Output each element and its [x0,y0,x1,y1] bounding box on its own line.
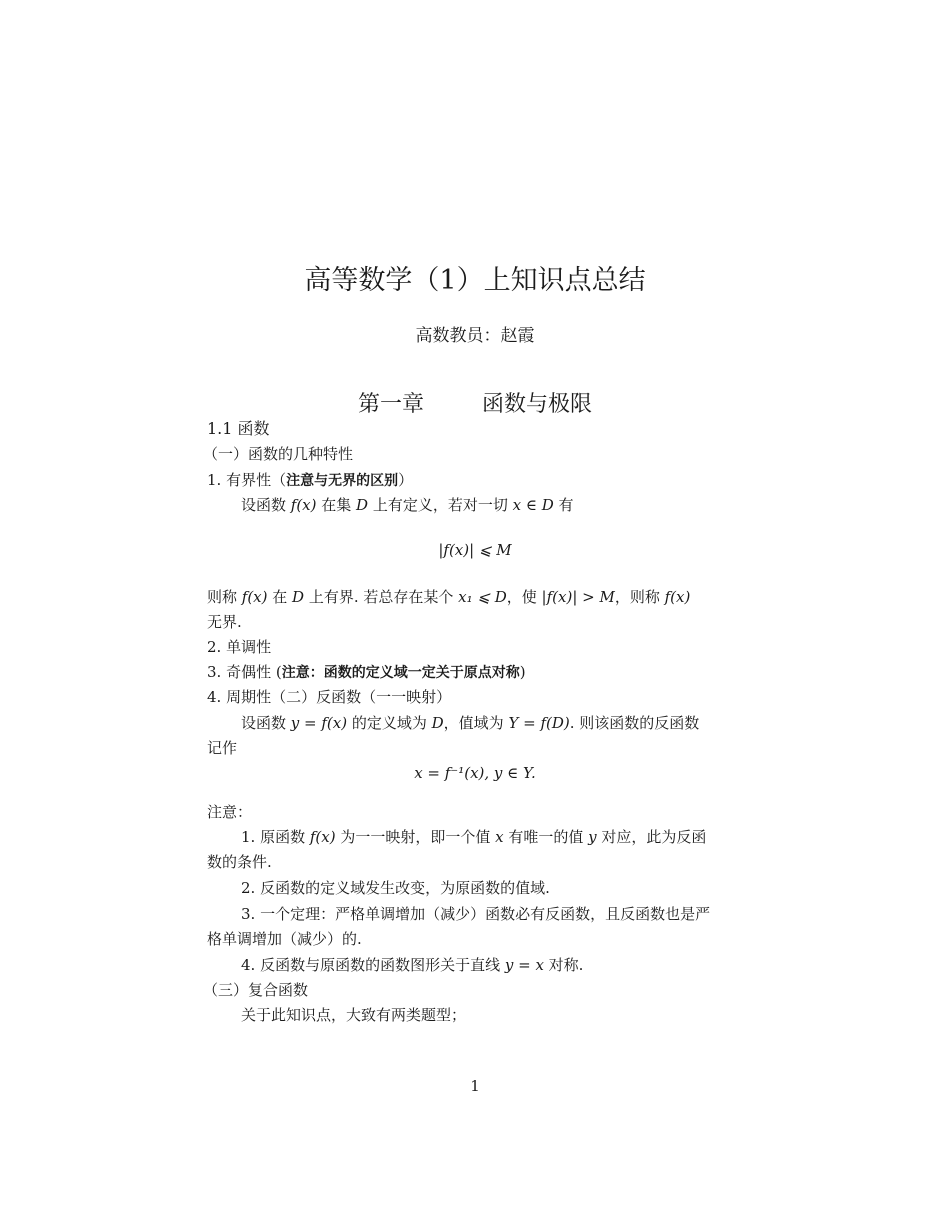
item-parity: 3. 奇偶性 (注意：函数的定义域一定关于原点对称) [207,663,526,681]
note-2: 2. 反函数的定义域发生改变，为原函数的值域. [241,879,550,897]
chapter-number: 第一章 [357,392,424,417]
chapter-heading [0,387,950,418]
item-boundedness: 1. 有界性（注意与无界的区别） [207,471,414,489]
note-1-cont: 数的条件. [207,853,272,871]
section-heading: 1.1 函数 [207,419,270,438]
bold-note: 注意与无界的区别 [286,473,399,489]
document-title: 高等数学（1）上知识点总结 [304,265,646,296]
bold-note: 注意：函数的定义域一定关于原点对称 [281,665,520,681]
subsection-1: （一）函数的几种特性 [203,445,354,463]
subsection-3: （三）复合函数 [203,981,309,999]
equation-inverse: x = f⁻¹(x), y ∈ Y. [414,764,536,782]
inverse-definition: 设函数 y = f(x) 的定义域为 D，值域为 Y = f(D). 则该函数的反函数 [241,714,700,732]
unbounded-text: 则称 f(x) 在 D 上有界. 若总存在某个 x₁ ⩽ D，使 |f(x)| > M，则称 f(x) [207,588,691,606]
composite-intro: 关于此知识点，大致有两类题型； [241,1006,467,1024]
item-monotonicity: 2. 单调性 [207,638,272,656]
bounded-definition: 设函数 f(x) 在集 D 上有定义，若对一切 x ∈ D 有 [241,496,574,514]
note-label: 注意： [207,803,253,821]
inverse-definition-cont: 记作 [207,739,238,757]
page-number: 1 [470,1077,480,1095]
item-periodicity: 4. 周期性（二）反函数（一一映射） [207,688,452,706]
author-line: 高数教员：赵霞 [415,326,535,346]
note-3-cont: 格单调增加（减少）的. [207,930,362,948]
note-4: 4. 反函数与原函数的函数图形关于直线 y = x 对称. [241,956,584,974]
unbounded-text-cont: 无界. [207,613,242,631]
note-3: 3. 一个定理：严格单调增加（减少）函数必有反函数，且反函数也是严 [241,905,711,923]
note-1: 1. 原函数 f(x) 为一一映射，即一个值 x 有唯一的值 y 对应，此为反函 [241,828,707,846]
equation-bounded: |f(x)| ⩽ M [438,541,512,559]
chapter-name: 函数与极限 [482,392,593,417]
